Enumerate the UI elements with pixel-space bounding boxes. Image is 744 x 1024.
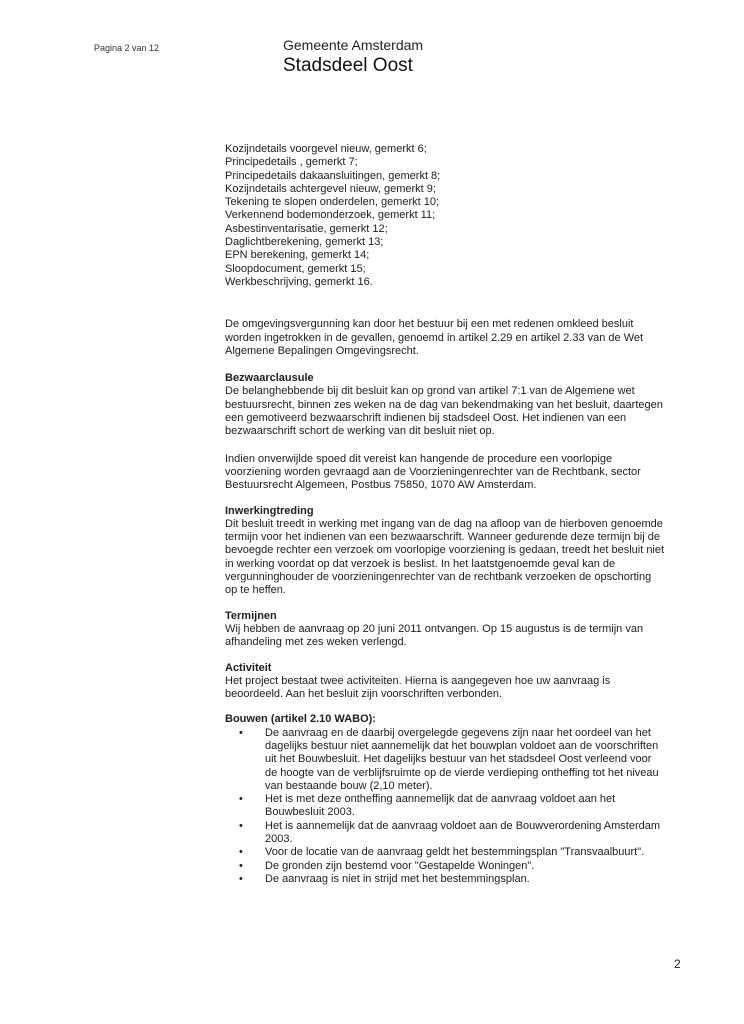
list-item: Sloopdocument, gemerkt 15; [225, 262, 366, 275]
page-indicator: Pagina 2 van 12 [94, 43, 160, 53]
list-item: • Het is met deze ontheffing aannemelijk dat de aanvraag voldoet aan het Bouwbesluit 2003. [265, 793, 665, 820]
list-item: EPN berekening, gemerkt 14; [225, 249, 370, 262]
list-item: • De aanvraag is niet in strijd met het bestemmingsplan. [265, 873, 665, 886]
list-item: Tekening te slopen onderdelen, gemerkt 10; [225, 196, 440, 209]
bezwaar-paragraph-2: Indien onverwijlde spoed dit vereist kan hangende de procedure een voorlopige voorziening worden gevraagd aan de Voorzieningenrechter van de Rechtbank, sector Bestuursrecht Algemeen, Postbus 75850, 1070 AW Amsterdam. [225, 452, 641, 492]
activiteit-paragraph: Het project bestaat twee activiteiten. Hierna is aangegeven hoe uw aanvraag is beoordeeld. Aan het besluit zijn voorschriften verbonden. [225, 674, 611, 701]
list-item: Daglichtberekening, gemerkt 13; [225, 236, 384, 249]
list-item: • Het is aannemelijk dat de aanvraag voldoet aan de Bouwverordening Amsterdam 2003. [265, 820, 665, 847]
list-item: • De gronden zijn bestemd voor "Gestapelde Woningen". [265, 860, 665, 873]
list-item: Asbestinventarisatie, gemerkt 12; [225, 222, 388, 235]
page-number: 2 [674, 957, 681, 971]
list-item: Principedetails , gemerkt 7; [225, 156, 358, 169]
district-name: Stadsdeel Oost [283, 55, 413, 76]
organization-name: Gemeente Amsterdam [283, 37, 424, 53]
list-item: Kozijndetails voorgevel nieuw, gemerkt 6; [225, 143, 427, 155]
section-heading-bezwaar: Bezwaarclausule [225, 372, 314, 385]
body-content [225, 143, 665, 886]
document-list [225, 143, 665, 289]
intro-paragraph: De omgevingsvergunning kan door het bestuur bij een met redenen omkleed besluit worden ingetrokken in de gevallen, genoemd in artikel 2.29 en artikel 2.33 van de Wet Algemene Bepalingen Omgevingsrecht. [225, 318, 644, 357]
list-item: • De aanvraag en de daarbij overgelegde gegevens zijn naar het oordeel van het dagelijks bestuur niet aannemelijk dat het bouwplan voldoet aan de voorschriften uit het Bouwbesluit. Het dagelijks bestuur van het stadsdeel Oost verleend voor de hoogte van de verblijfsruimte op de vierde verdieping ontheffing tot het niveau van bestaande bouw (2,10 meter). [265, 727, 665, 793]
section-heading-inwerking: Inwerkingtreding [225, 504, 314, 517]
bouwen-bullet-list [225, 727, 665, 887]
letterhead [283, 36, 423, 78]
section-heading-termijnen: Termijnen [225, 609, 277, 622]
section-heading-activiteit: Activiteit [225, 661, 272, 674]
list-item: Principedetails dakaansluitingen, gemerkt 8; [225, 169, 441, 182]
termijnen-paragraph: Wij hebben de aanvraag op 20 juni 2011 ontvangen. Op 15 augustus is de termijn van afhandeling met zes weken verlengd. [225, 622, 644, 649]
list-item: Kozijndetails achtergevel nieuw, gemerkt 9; [225, 182, 436, 195]
section-heading-bouwen: Bouwen (artikel 2.10 WABO): [225, 713, 376, 726]
bezwaar-paragraph-1: De belanghebbende bij dit besluit kan op grond van artikel 7:1 van de Algemene wet bestuursrecht, binnen zes weken na de dag van bekendmaking van het besluit, daartegen een gemotiveerd bezwaarschrift indienen bij stadsdeel Oost. Het indienen van een bezwaarschrift schort de werking van dit besluit niet op. [225, 385, 663, 438]
list-item: • Voor de locatie van de aanvraag geldt het bestemmingsplan "Transvaalbuurt". [265, 846, 665, 859]
inwerking-paragraph: Dit besluit treedt in werking met ingang van de dag na afloop van de hierboven genoemde termijn voor het indienen van een bezwaarschrift. Wanneer gedurende deze termijn bij de bevoegde rechter een verzoek om voorlopige voorziening is gedaan, treedt het besluit niet in werking voordat op dat verzoek is beslist. In het laatstgenoemde geval kan de vergunninghouder de voorzieningenrechter van de rechtbank verzoeken de opschorting op te heffen. [225, 517, 665, 597]
list-item: Werkbeschrijving, gemerkt 16. [225, 275, 373, 288]
list-item: Verkennend bodemonderzoek, gemerkt 11; [225, 209, 436, 222]
